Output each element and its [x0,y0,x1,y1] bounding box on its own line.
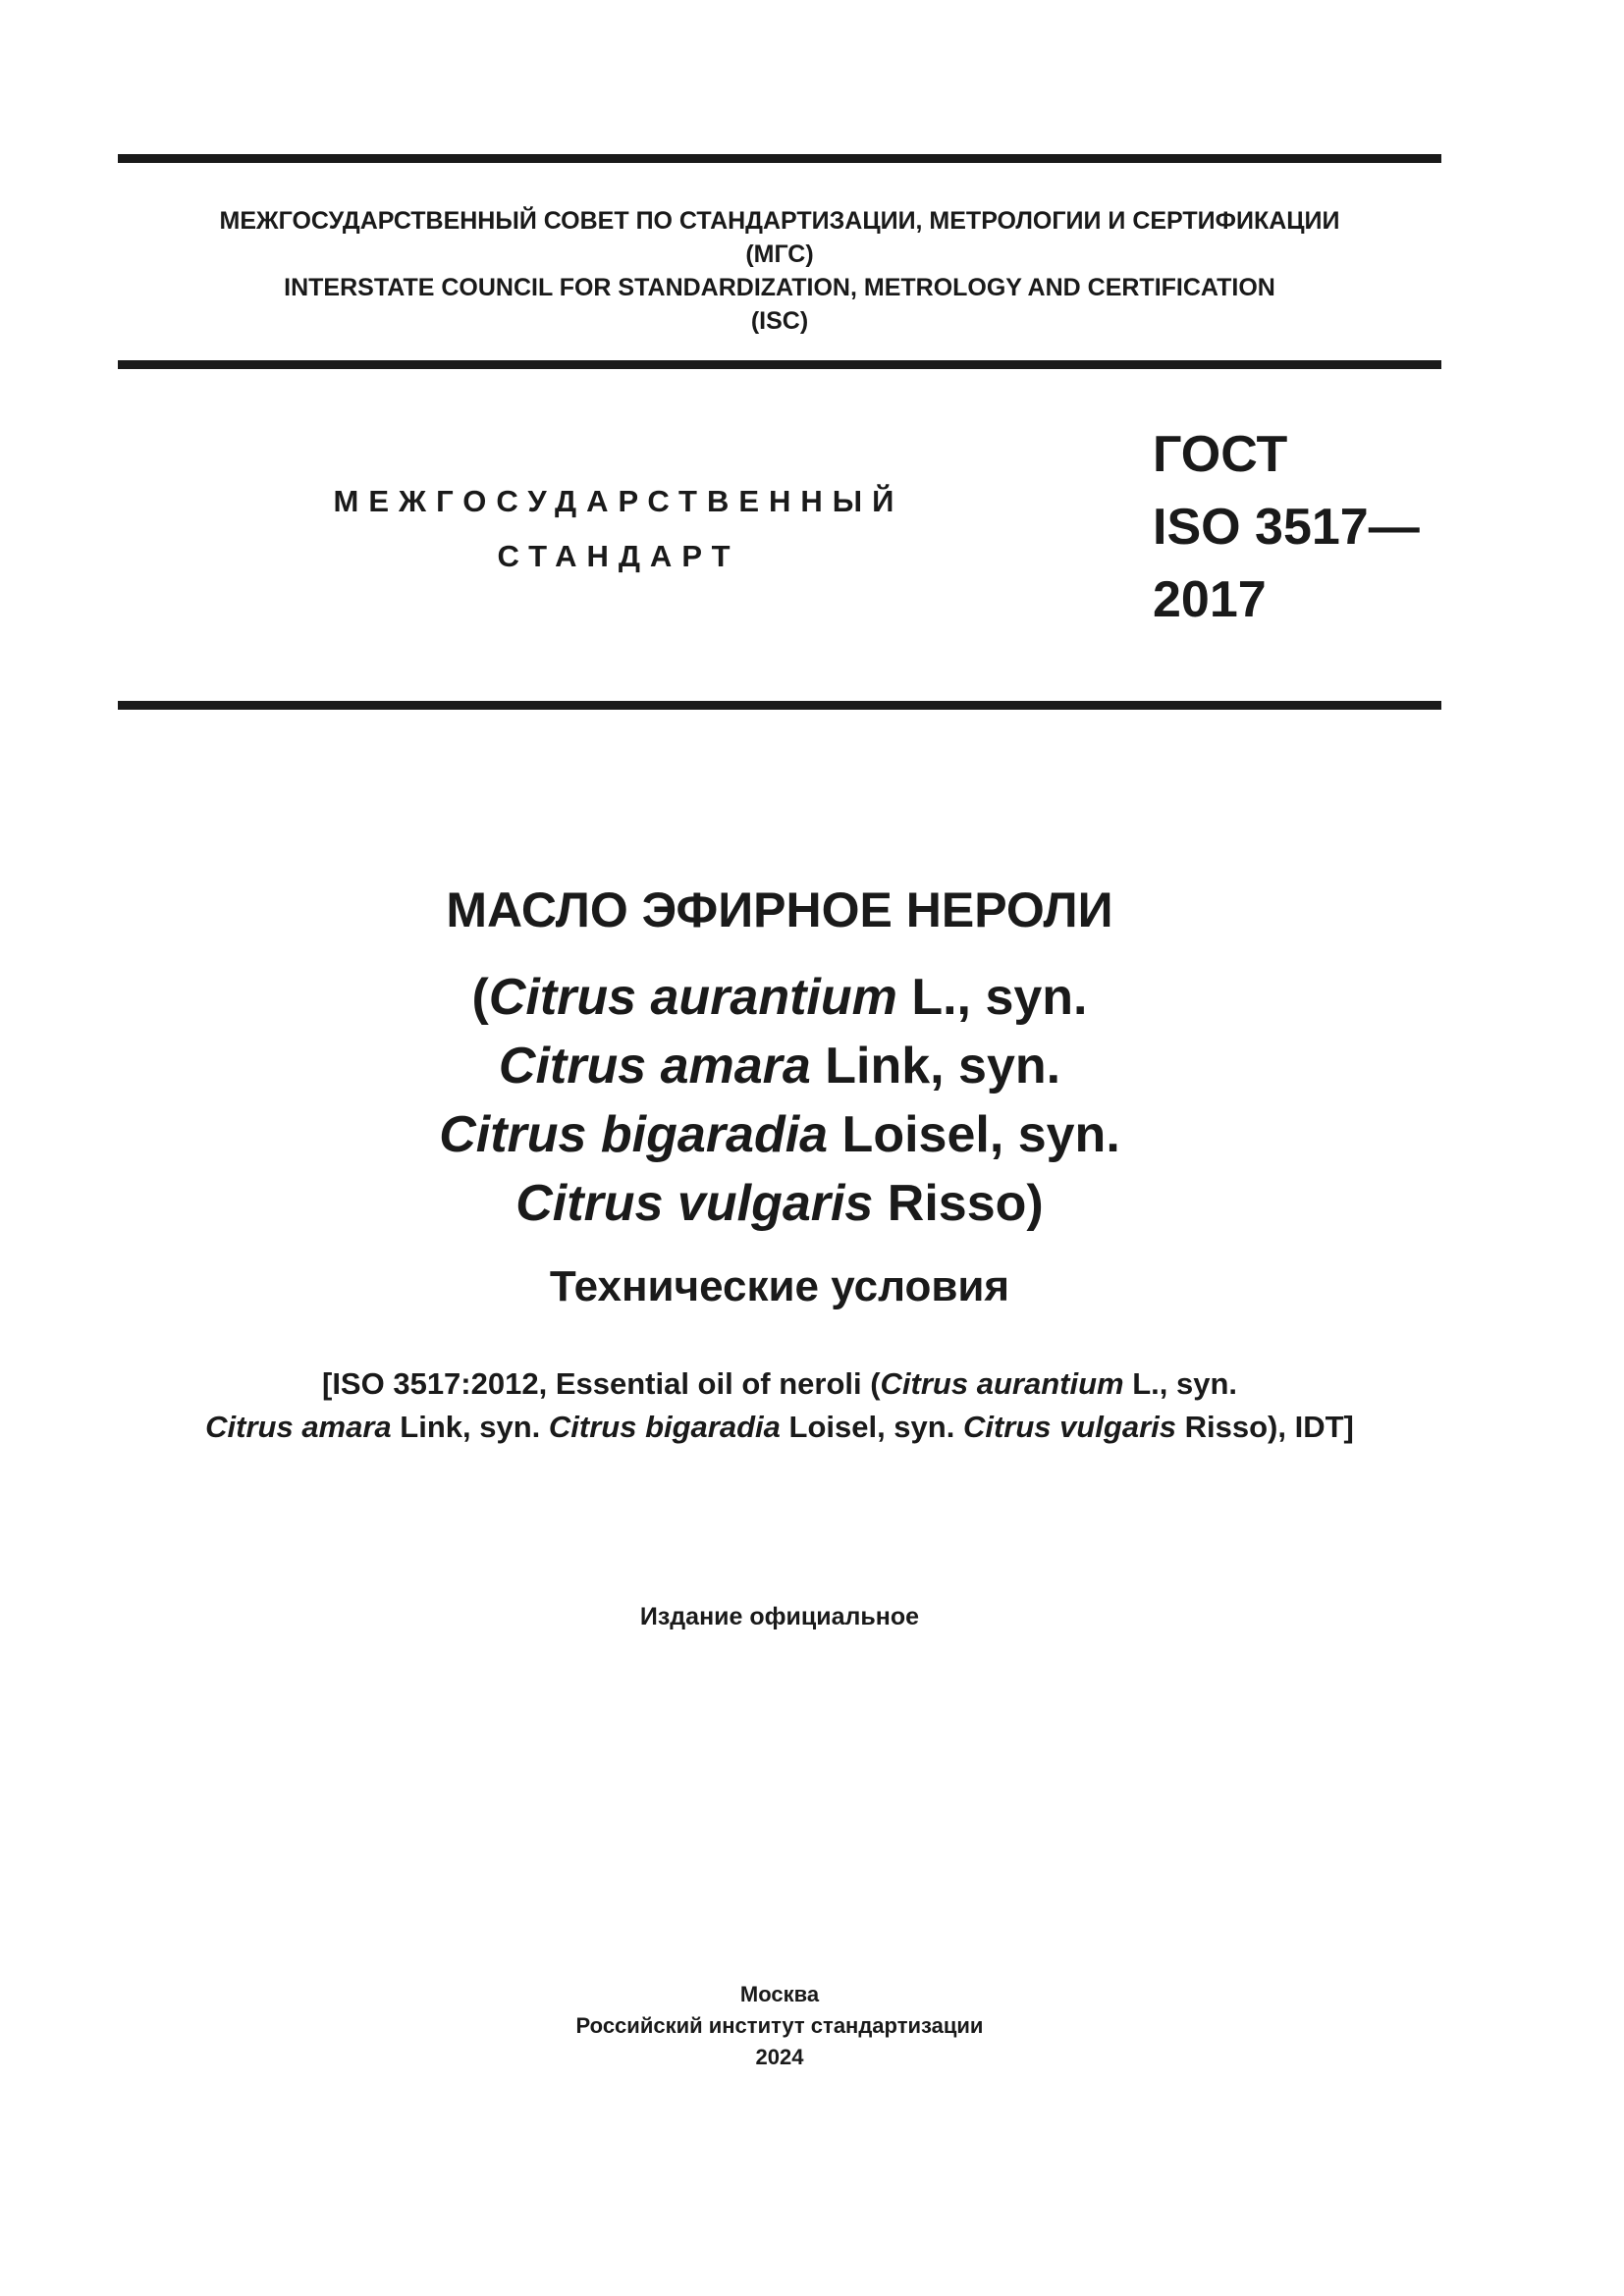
species-name: Citrus amara [498,1038,811,1095]
document-title [118,879,1441,1316]
species-name: Citrus aurantium [488,969,897,1026]
edition-label: Издание официальное [639,1603,920,1630]
publisher-institute: Российский институт стандартизации [575,2013,984,2038]
species-name: Citrus bigaradia [439,1106,829,1163]
council-abbr-en: (ISC) [750,307,809,335]
standard-type-line2: СТАНДАРТ [497,539,740,573]
bottom-divider [118,701,1441,710]
iso-reference-line1: [ISO 3517:2012, Essential oil of neroli (Citrus aurantium L., syn. [322,1366,1237,1401]
designation-line2: ISO 3517— [1153,499,1420,556]
council-name-ru: МЕЖГОСУДАРСТВЕННЫЙ СОВЕТ ПО СТАНДАРТИЗАЦИИ, МЕТРОЛОГИИ И СЕРТИФИКАЦИИ [219,207,1340,235]
species-name: Citrus vulgaris [515,1175,874,1232]
publisher-block [118,1979,1441,2073]
standard-type [295,474,943,584]
council-abbr-ru: (МГС) [745,240,814,268]
designation-line1: ГОСТ [1153,426,1288,483]
publication-year: 2024 [755,2045,804,2069]
title-main: МАСЛО ЭФИРНОЕ НЕРОЛИ [446,882,1113,937]
species-line: Citrus vulgaris Risso) [515,1175,1044,1232]
iso-reference-line2: Citrus amara Link, syn. Citrus bigaradia Loisel, syn. Citrus vulgaris Risso), IDT] [205,1410,1354,1444]
middle-divider [118,360,1441,369]
species-line: Citrus bigaradia Loisel, syn. [439,1106,1120,1163]
iso-reference [118,1362,1441,1449]
designation-line3: 2017 [1153,571,1267,628]
standard-designation [1153,418,1420,636]
title-subtitle: Технические условия [549,1262,1010,1310]
species-list [118,963,1441,1238]
top-divider [118,154,1441,163]
species-line: (Citrus aurantium L., syn. [471,969,1088,1026]
council-header [118,204,1441,338]
species-line: Citrus amara Link, syn. [498,1038,1061,1095]
publisher-city: Москва [739,1982,820,2006]
standard-type-line1: МЕЖГОСУДАРСТВЕННЫЙ [333,484,904,518]
council-name-en: INTERSTATE COUNCIL FOR STANDARDIZATION, METROLOGY AND CERTIFICATION [284,274,1275,301]
